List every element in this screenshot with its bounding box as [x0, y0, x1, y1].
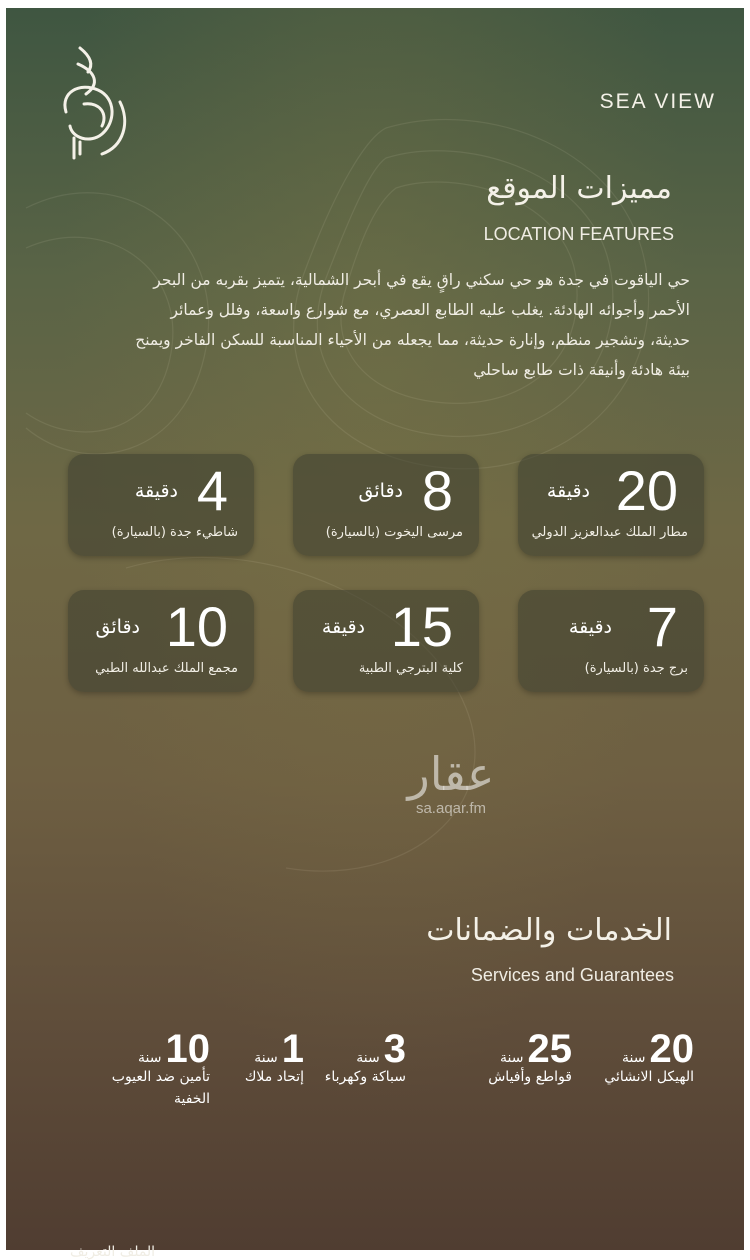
distance-number: 20 [615, 459, 678, 522]
guarantee-item [452, 1026, 572, 1088]
distance-number: 15 [390, 595, 453, 658]
guarantee-unit: سنة [254, 1050, 278, 1066]
distance-card [518, 590, 704, 692]
guarantee-item [80, 1026, 210, 1110]
guarantee-label: الهيكل الانشائي [604, 1069, 694, 1085]
watermark-url: sa.aqar.fm [415, 800, 487, 817]
guarantee-unit: سنة [500, 1050, 524, 1066]
distance-label: شاطيء جدة (بالسيارة) [111, 525, 238, 540]
distance-unit: دقائق [358, 480, 403, 502]
distance-card [68, 590, 254, 692]
distance-unit: دقائق [95, 616, 140, 638]
watermark [386, 748, 516, 817]
distance-label: برج جدة (بالسيارة) [584, 661, 688, 676]
distance-unit: دقيقة [568, 616, 612, 638]
guarantee-label: قواطع وأفياش [488, 1069, 572, 1085]
distance-number: 10 [165, 595, 228, 658]
brochure-page [6, 8, 744, 1260]
distance-number: 8 [421, 459, 453, 522]
brand-logo-icon [50, 42, 132, 164]
distance-number: 4 [196, 459, 228, 522]
distance-card [293, 590, 479, 692]
location-description: حي الياقوت في جدة هو حي سكني راقٍ يقع في أبحر الشمالية، يتميز بقربه من البحر الأحمر وأجوائه الهادئة. يغلب عليه الطابع العصري، مع شوارع واسعة، وفلل وعمائر حديثة، وتشجير منظم، وإنارة حديثة، مما يجعله من الأحياء المناسبة للسكن الفاخر ويمنح بيئة هادئة وأنيقة ذات طابع ساحلي [135, 271, 690, 379]
services-title-en: Services and Guarantees [470, 965, 674, 985]
distance-unit: دقيقة [134, 480, 178, 502]
distance-card [518, 454, 704, 556]
guarantee-label: تأمين ضد العيوب الخفية [111, 1069, 210, 1107]
distance-label: مرسى اليخوت (بالسيارة) [325, 525, 463, 540]
distance-unit: دقيقة [321, 616, 365, 638]
distance-unit: دقيقة [546, 480, 590, 502]
distance-label: مجمع الملك عبدالله الطبي [95, 661, 238, 676]
distance-card [293, 454, 479, 556]
distance-card [68, 454, 254, 556]
guarantee-item [564, 1026, 694, 1088]
guarantee-label: إتحاد ملاك [244, 1069, 304, 1085]
guarantee-unit: سنة [356, 1050, 380, 1066]
guarantee-unit: سنة [622, 1050, 646, 1066]
guarantee-unit: سنة [138, 1050, 162, 1066]
guarantee-number: 25 [527, 1027, 572, 1071]
guarantee-item [296, 1026, 406, 1088]
distance-label: مطار الملك عبدالعزيز الدولي [531, 525, 688, 540]
guarantee-item [214, 1026, 304, 1088]
watermark-logo: عقار [407, 747, 495, 801]
distance-number: 7 [646, 595, 678, 658]
guarantee-number: 3 [383, 1027, 406, 1071]
services-title-ar: الخدمات والضمانات [426, 913, 672, 948]
distance-label: كلية البترجي الطبية [358, 661, 463, 676]
location-title-en: LOCATION FEATURES [483, 224, 674, 244]
guarantee-number: 20 [649, 1027, 694, 1071]
guarantee-label: سباكة وكهرباء [324, 1069, 406, 1085]
bottom-section-heading: الملف التعريف [70, 1244, 156, 1260]
guarantee-number: 10 [165, 1027, 210, 1071]
guarantee-number: 1 [281, 1027, 304, 1071]
location-title-ar: مميزات الموقع [486, 171, 672, 206]
brand-name: SEA VIEW [599, 90, 716, 113]
